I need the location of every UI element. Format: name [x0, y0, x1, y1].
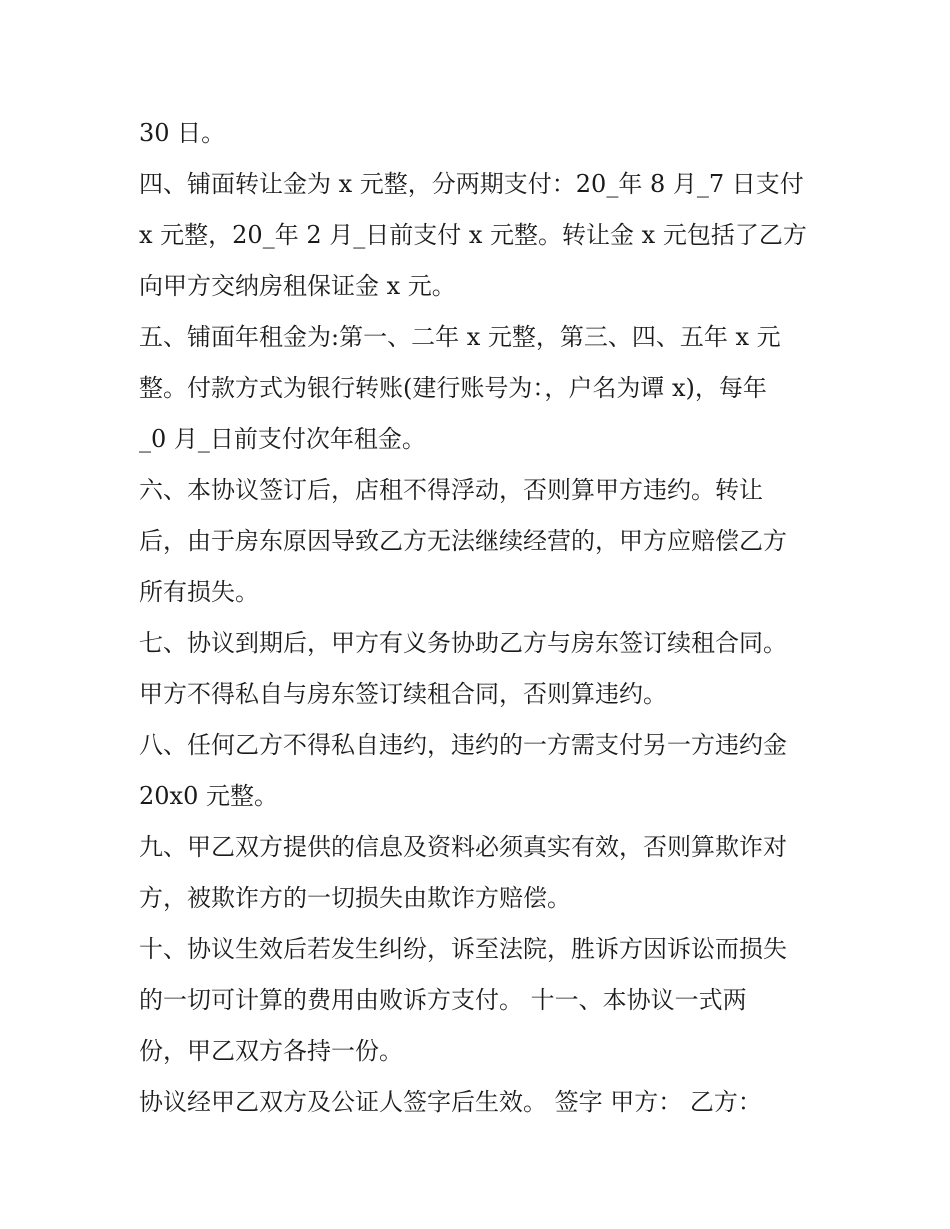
text-line-4: 向甲方交纳房租保证金 x 元。 — [139, 272, 456, 300]
text-line-1: 30 日。 — [139, 119, 226, 147]
text-line-13: 八、任何乙方不得私自违约，违约的一方需支付另一方违约金 — [139, 731, 787, 759]
text-line-20: 协议经甲乙双方及公证人签字后生效。 签字 甲方： 乙方： — [139, 1088, 762, 1116]
text-line-5: 五、铺面年租金为:第一、二年 x 元整，第三、四、五年 x 元 — [139, 323, 781, 351]
document-body — [139, 108, 829, 1128]
text-line-17: 十、协议生效后若发生纠纷，诉至法院，胜诉方因诉讼而损失 — [139, 935, 787, 963]
text-line-18: 的一切可计算的费用由败诉方支付。 十一、本协议一式两 — [139, 986, 747, 1014]
text-line-7: _0 月_日前支付次年租金。 — [139, 425, 426, 453]
text-line-16: 方，被欺诈方的一切损失由欺诈方赔偿。 — [139, 884, 571, 912]
text-line-10: 所有损失。 — [139, 578, 259, 606]
text-line-15: 九、甲乙双方提供的信息及资料必须真实有效，否则算欺诈对 — [139, 833, 787, 861]
text-line-11: 七、协议到期后，甲方有义务协助乙方与房东签订续租合同。 — [139, 629, 787, 657]
text-line-14: 20x0 元整。 — [139, 782, 278, 810]
text-line-9: 后，由于房东原因导致乙方无法继续经营的，甲方应赔偿乙方 — [139, 527, 787, 555]
text-line-8: 六、本协议签订后，店租不得浮动，否则算甲方违约。转让 — [139, 476, 763, 504]
text-line-3: x 元整，20_年 2 月_日前支付 x 元整。转让金 x 元包括了乙方 — [139, 221, 807, 249]
text-line-19: 份，甲乙双方各持一份。 — [139, 1037, 403, 1065]
text-line-12: 甲方不得私自与房东签订续租合同，否则算违约。 — [139, 680, 667, 708]
text-line-2: 四、铺面转让金为 x 元整，分两期支付：20_年 8 月_7 日支付 — [139, 170, 804, 198]
text-line-6: 整。付款方式为银行转账(建行账号为：，户名为谭 x)，每年 — [139, 374, 767, 402]
